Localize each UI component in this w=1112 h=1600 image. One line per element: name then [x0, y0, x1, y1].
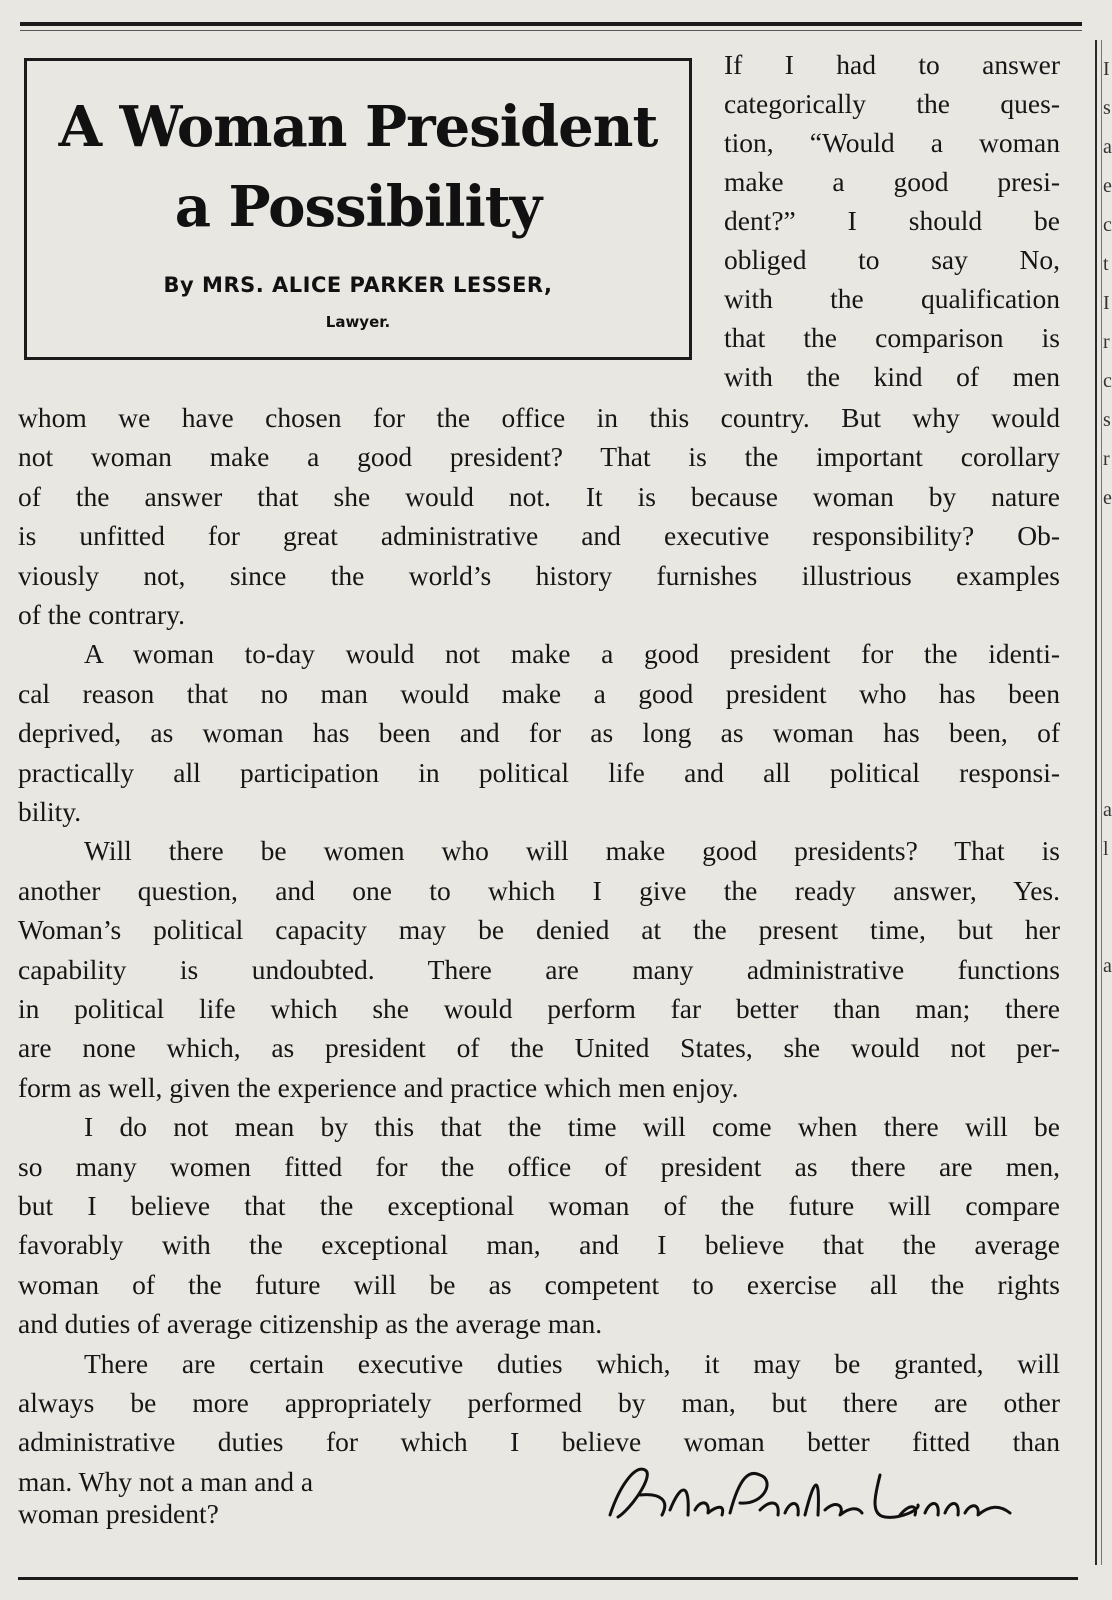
bleed-char: [1103, 986, 1112, 1025]
adjacent-column-bleed: [1103, 50, 1112, 1550]
text-line: with the qualification: [724, 283, 1060, 314]
text-line: favorably with the exceptional man, and I believe that the average: [18, 1229, 1060, 1261]
text-line: I do not mean by this that the time will come when there will be: [84, 1111, 1060, 1143]
headline-line-1: A Woman President: [58, 94, 658, 160]
bleed-char: [1103, 752, 1112, 791]
bleed-char: [1103, 635, 1112, 674]
bleed-char: [1103, 713, 1112, 752]
bleed-char: [1103, 1064, 1112, 1103]
text-line: categorically the ques-: [724, 88, 1060, 119]
headline-line-2: a Possibility: [174, 174, 542, 240]
column-rule: [1095, 40, 1097, 1565]
text-line: of the contrary.: [18, 599, 185, 630]
bleed-char: [1103, 674, 1112, 713]
byline-author: By MRS. ALICE PARKER LESSER,: [163, 273, 553, 297]
signature: [600, 1455, 1070, 1535]
text-line: form as well, given the experience and practice which men enjoy.: [18, 1071, 739, 1103]
text-line: woman president?: [18, 1498, 219, 1529]
text-line: with the kind of men: [724, 361, 1060, 392]
top-rule: [20, 22, 1082, 26]
text-line: obliged to say No,: [724, 244, 1060, 275]
text-line: in political life which she would perform far better than man; there: [18, 993, 1060, 1024]
bleed-char: a: [1103, 955, 1112, 977]
bleed-char: [1103, 1259, 1112, 1298]
text-line: dent?” I should be: [724, 205, 1060, 236]
bleed-char: I: [1103, 292, 1110, 314]
byline-role: Lawyer.: [325, 313, 391, 331]
text-line: tion, “Would a woman: [724, 127, 1060, 158]
text-line: administrative duties for which I believe woman better fitted than: [18, 1426, 1060, 1458]
bleed-char: r: [1103, 331, 1110, 353]
bleed-char: s: [1103, 97, 1111, 119]
bottom-rule: [18, 1577, 1078, 1580]
text-line: that the comparison is: [724, 322, 1060, 353]
text-line: A woman to-day would not make a good president for the identi-: [84, 638, 1060, 670]
bleed-char: [1103, 1415, 1112, 1454]
text-line: Will there be women who will make good presidents? That is: [84, 835, 1060, 867]
text-line: are none which, as president of the United States, she would not per-: [18, 1032, 1060, 1064]
bleed-char: [1103, 557, 1112, 596]
text-line: is unfitted for great administrative and executive responsibility? Ob-: [18, 520, 1060, 552]
text-line: There are certain executive duties which, it may be granted, will: [84, 1347, 1060, 1379]
bleed-char: [1103, 1493, 1112, 1532]
text-line: of the answer that she would not. It is because woman by nature: [18, 480, 1060, 512]
bleed-char: e: [1103, 487, 1112, 509]
bleed-char: c: [1103, 370, 1112, 392]
bleed-char: [1103, 1181, 1112, 1220]
text-line: and duties of average citizenship as the average man.: [18, 1308, 603, 1340]
bleed-char: a: [1103, 799, 1112, 821]
bleed-char: t: [1103, 253, 1109, 275]
bleed-char: r: [1103, 448, 1110, 470]
bleed-char: c: [1103, 214, 1112, 236]
bleed-char: [1103, 1532, 1112, 1550]
text-line: make a good presi-: [724, 166, 1060, 197]
text-line: another question, and one to which I give the ready answer, Yes.: [18, 874, 1060, 906]
bleed-char: [1103, 1337, 1112, 1376]
bleed-char: I: [1103, 58, 1110, 80]
bleed-char: [1103, 518, 1112, 557]
bleed-char: [1103, 1220, 1112, 1259]
text-line: viously not, since the world’s history furnishes illustrious examples: [18, 559, 1060, 591]
bleed-char: [1103, 1376, 1112, 1415]
headline: [27, 87, 689, 247]
text-line: so many women fitted for the office of president as there are men,: [18, 1150, 1060, 1182]
bleed-char: [1103, 869, 1112, 908]
text-line: deprived, as woman has been and for as long as woman has been, of: [18, 717, 1060, 749]
text-line: always be more appropriately performed by man, but there are other: [18, 1387, 1060, 1418]
text-line: man. Why not a man and a: [18, 1466, 314, 1497]
bleed-char: [1103, 1454, 1112, 1493]
headline-box: [24, 58, 692, 360]
bleed-char: [1103, 1025, 1112, 1064]
bleed-char: [1103, 908, 1112, 947]
text-line: practically all participation in political life and all political responsi-: [18, 756, 1060, 788]
text-line: Woman’s political capacity may be denied at the present time, but her: [18, 914, 1060, 946]
text-line: cal reason that no man would make a good president who has been: [18, 677, 1060, 709]
bleed-char: e: [1103, 175, 1112, 197]
text-line: not woman make a good president? That is the important corollary: [18, 441, 1060, 473]
text-line: If I had to answer: [724, 49, 1060, 80]
bleed-char: s: [1103, 409, 1111, 431]
text-line: but I believe that the exceptional woman of the future will compare: [18, 1190, 1060, 1221]
bleed-char: [1103, 1298, 1112, 1337]
text-line: capability is undoubted. There are many administrative functions: [18, 953, 1060, 985]
bleed-char: [1103, 1103, 1112, 1142]
text-line: woman of the future will be as competent to exercise all the rights: [18, 1268, 1060, 1300]
bleed-char: a: [1103, 136, 1112, 158]
bleed-char: [1103, 1142, 1112, 1181]
bleed-char: [1103, 596, 1112, 635]
text-line: whom we have chosen for the office in this country. But why would: [18, 402, 1060, 433]
top-rule-thin: [20, 30, 1082, 31]
text-line: bility.: [18, 796, 82, 827]
column-rule-thin: [1101, 40, 1102, 1565]
bleed-char: l: [1103, 838, 1109, 860]
